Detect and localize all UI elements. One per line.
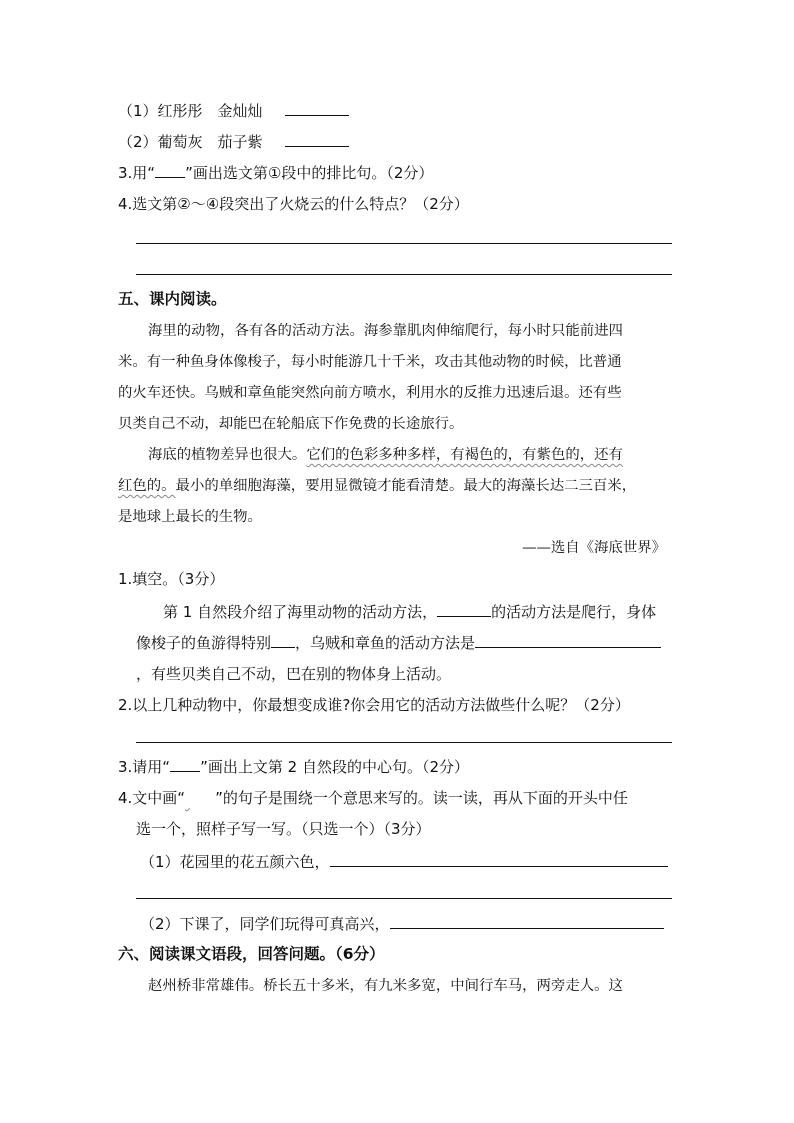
- question-3b: 3.请用“ ”画出上文第 2 自然段的中心句。（2分）: [118, 758, 469, 776]
- passage-line: 贝类自己不动，却能巴在轮船底下作免费的长途旅行。: [118, 416, 464, 432]
- answer-blank[interactable]: [285, 131, 349, 147]
- source-citation: ——选自《海底世界》: [522, 540, 666, 556]
- option-2: （2）下课了，同学们玩得可真高兴，: [140, 913, 664, 935]
- q1-line-1: 第 1 自然段介绍了海里动物的活动方法， 的活动方法是爬行，身体: [163, 603, 657, 621]
- underline-sample: [155, 162, 185, 178]
- question-2: 2.以上几种动物中，你最想变成谁?你会用它的活动方法做些什么呢？（2分）: [118, 696, 630, 714]
- passage-line: 赵州桥非常雄伟。桥长五十多米，有九米多宽，中间行车马，两旁走人。这: [148, 978, 623, 994]
- question-4: 4.选文第②～④段突出了火烧云的什么特点？（2分）: [118, 195, 469, 213]
- section-6-heading: 六、阅读课文语段，回答问题。（6分）: [118, 945, 385, 963]
- answer-blank[interactable]: [437, 601, 491, 617]
- passage-line: 红色的。最小的单细胞海藻，要用显微镜才能看清楚。最大的海藻长达二三百米，: [118, 478, 637, 494]
- question-4b: 4.文中画“ ”的句子是围绕一个意思来写的。读一读，再从下面的开头中任: [118, 789, 628, 807]
- section-5-heading: 五、课内阅读。: [118, 290, 227, 308]
- q2-item-1: （1）红彤彤 金灿灿: [118, 100, 349, 122]
- answer-line[interactable]: [136, 898, 672, 899]
- answer-blank[interactable]: [330, 851, 668, 867]
- passage-line: 是地球上最长的生物。: [118, 509, 262, 525]
- wavy-sentence: 它们的色彩多种多样，有褐色的，有紫色的，还有: [306, 447, 623, 463]
- answer-blank[interactable]: [390, 913, 664, 929]
- q1-line-3: ，有些贝类自己不动，巴在别的物体身上活动。: [136, 665, 452, 683]
- passage-line: 海里的动物，各有各的活动方法。海参靠肌肉伸缩爬行，每小时只能前进四: [148, 323, 623, 339]
- passage-line: 海底的植物差异也很大。它们的色彩多种多样，有褐色的，有紫色的，还有: [148, 447, 623, 463]
- answer-blank[interactable]: [285, 100, 349, 116]
- answer-blank[interactable]: [475, 632, 661, 648]
- question-4b-line-2: 选一个，照样子写一写。（只选一个）（3分）: [136, 820, 431, 838]
- answer-line[interactable]: [136, 742, 672, 743]
- option-1: （1）花园里的花五颜六色，: [140, 851, 668, 873]
- answer-line[interactable]: [136, 243, 672, 244]
- wavy-sentence: 红色的。: [118, 478, 176, 494]
- underline-sample: [170, 756, 200, 772]
- wavy-sample: [185, 787, 215, 809]
- question-1: 1.填空。（3分）: [118, 570, 225, 588]
- answer-line[interactable]: [136, 274, 672, 275]
- q2-item-2: （2）葡萄灰 茄子紫: [118, 131, 349, 153]
- answer-blank[interactable]: [271, 632, 295, 648]
- passage-line: 米。有一种鱼身体像梭子，每小时能游几十千米，攻击其他动物的时候，比普通: [118, 354, 622, 370]
- question-3: 3.用“ ”画出选文第①段中的排比句。（2分）: [118, 164, 434, 182]
- passage-line: 的火车还快。乌贼和章鱼能突然向前方喷水，利用水的反推力迅速后退。还有些: [118, 385, 622, 401]
- q1-line-2: 像梭子的鱼游得特别 ，乌贼和章鱼的活动方法是: [136, 632, 661, 654]
